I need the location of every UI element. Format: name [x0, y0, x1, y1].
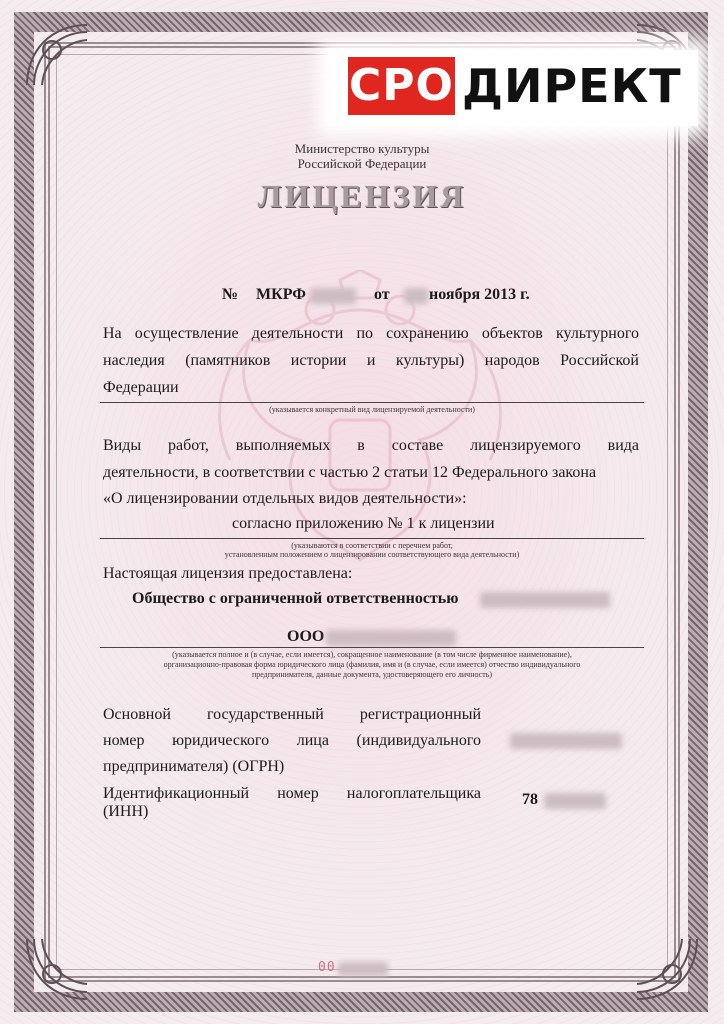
corner-ornament-icon	[22, 20, 92, 90]
inn-line-1: Идентификационный номер налогоплательщика	[103, 785, 481, 802]
redacted-ogrn	[510, 733, 622, 749]
divider	[100, 402, 644, 403]
ogrn-line-3: предпринимателя) (ОГРН)	[103, 758, 285, 775]
works-caption-2: установленным положением о лицензировании соответствующего вида деятельности)	[224, 550, 520, 559]
corner-ornament-icon	[632, 934, 702, 1004]
redacted-day	[404, 288, 428, 304]
license-prefix: МКРФ	[256, 286, 306, 303]
activity-caption: (указывается конкретный вид лицензируемой деятельности)	[269, 405, 475, 414]
redacted-serial	[338, 962, 388, 976]
serial-number: 00	[318, 960, 336, 975]
licensee-intro: Настоящая лицензия предоставлена:	[103, 565, 353, 582]
date-from-label: от	[374, 286, 390, 303]
works-line-1: Виды работ, выполняемых в составе лицензируемого вида	[103, 437, 639, 454]
works-line-2: деятельности, в соответствии с частью 2 статьи 12 Федерального закона	[103, 464, 597, 481]
redacted-number	[310, 288, 356, 304]
licensee-caption-1: (указывается полное и (в случае, если имеется), сокращенное наименование (в том числе фирменное наименование),	[172, 650, 572, 659]
redacted-inn	[544, 793, 606, 809]
corner-ornament-icon	[22, 934, 92, 1004]
document-title: ЛИЦЕНЗИЯ	[257, 178, 467, 214]
inn-value: 78	[522, 791, 538, 808]
licensee-caption-3: предпринимателя, данные документа, удостоверяющего его личность)	[251, 670, 493, 679]
ogrn-line-2: номер юридического лица (индивидуального	[103, 732, 481, 749]
number-sign: №	[222, 286, 239, 303]
brand-logo-sro: СРО	[348, 57, 455, 115]
works-line-4: согласно приложению № 1 к лицензии	[232, 515, 495, 532]
activity-line-3: Федерации	[103, 379, 179, 396]
activity-line-2: наследия (памятников истории и культуры) народов Российской	[103, 352, 639, 369]
licensee-full-name: Общество с ограниченной ответственностью	[132, 590, 459, 607]
works-caption-1: (указываются в соответствии с перечнем работ,	[291, 541, 453, 550]
ministry-line-2: Российской Федерации	[297, 156, 427, 171]
ministry-line-1: Министерство культуры	[294, 141, 430, 156]
brand-logo-direkt: ДИРЕКТ	[462, 59, 682, 113]
licensee-caption-2: организационно-правовая форма юридического лица (фамилия, имя и (в случае, если имеется) отчество индивидуального	[163, 660, 581, 669]
redacted-short-name	[326, 630, 456, 646]
licensee-short-name: ООО	[287, 628, 325, 645]
inn-line-2: (ИНН)	[103, 803, 149, 820]
works-line-3: «О лицензировании отдельных видов деятельности»:	[103, 490, 467, 507]
ogrn-line-1: Основной государственный регистрационный	[103, 706, 481, 723]
divider	[100, 647, 644, 648]
license-date: ноября 2013 г.	[429, 286, 530, 303]
divider	[100, 538, 644, 539]
redacted-full-name	[480, 592, 610, 608]
activity-line-1: На осуществление деятельности по сохранению объектов культурного	[103, 325, 639, 342]
